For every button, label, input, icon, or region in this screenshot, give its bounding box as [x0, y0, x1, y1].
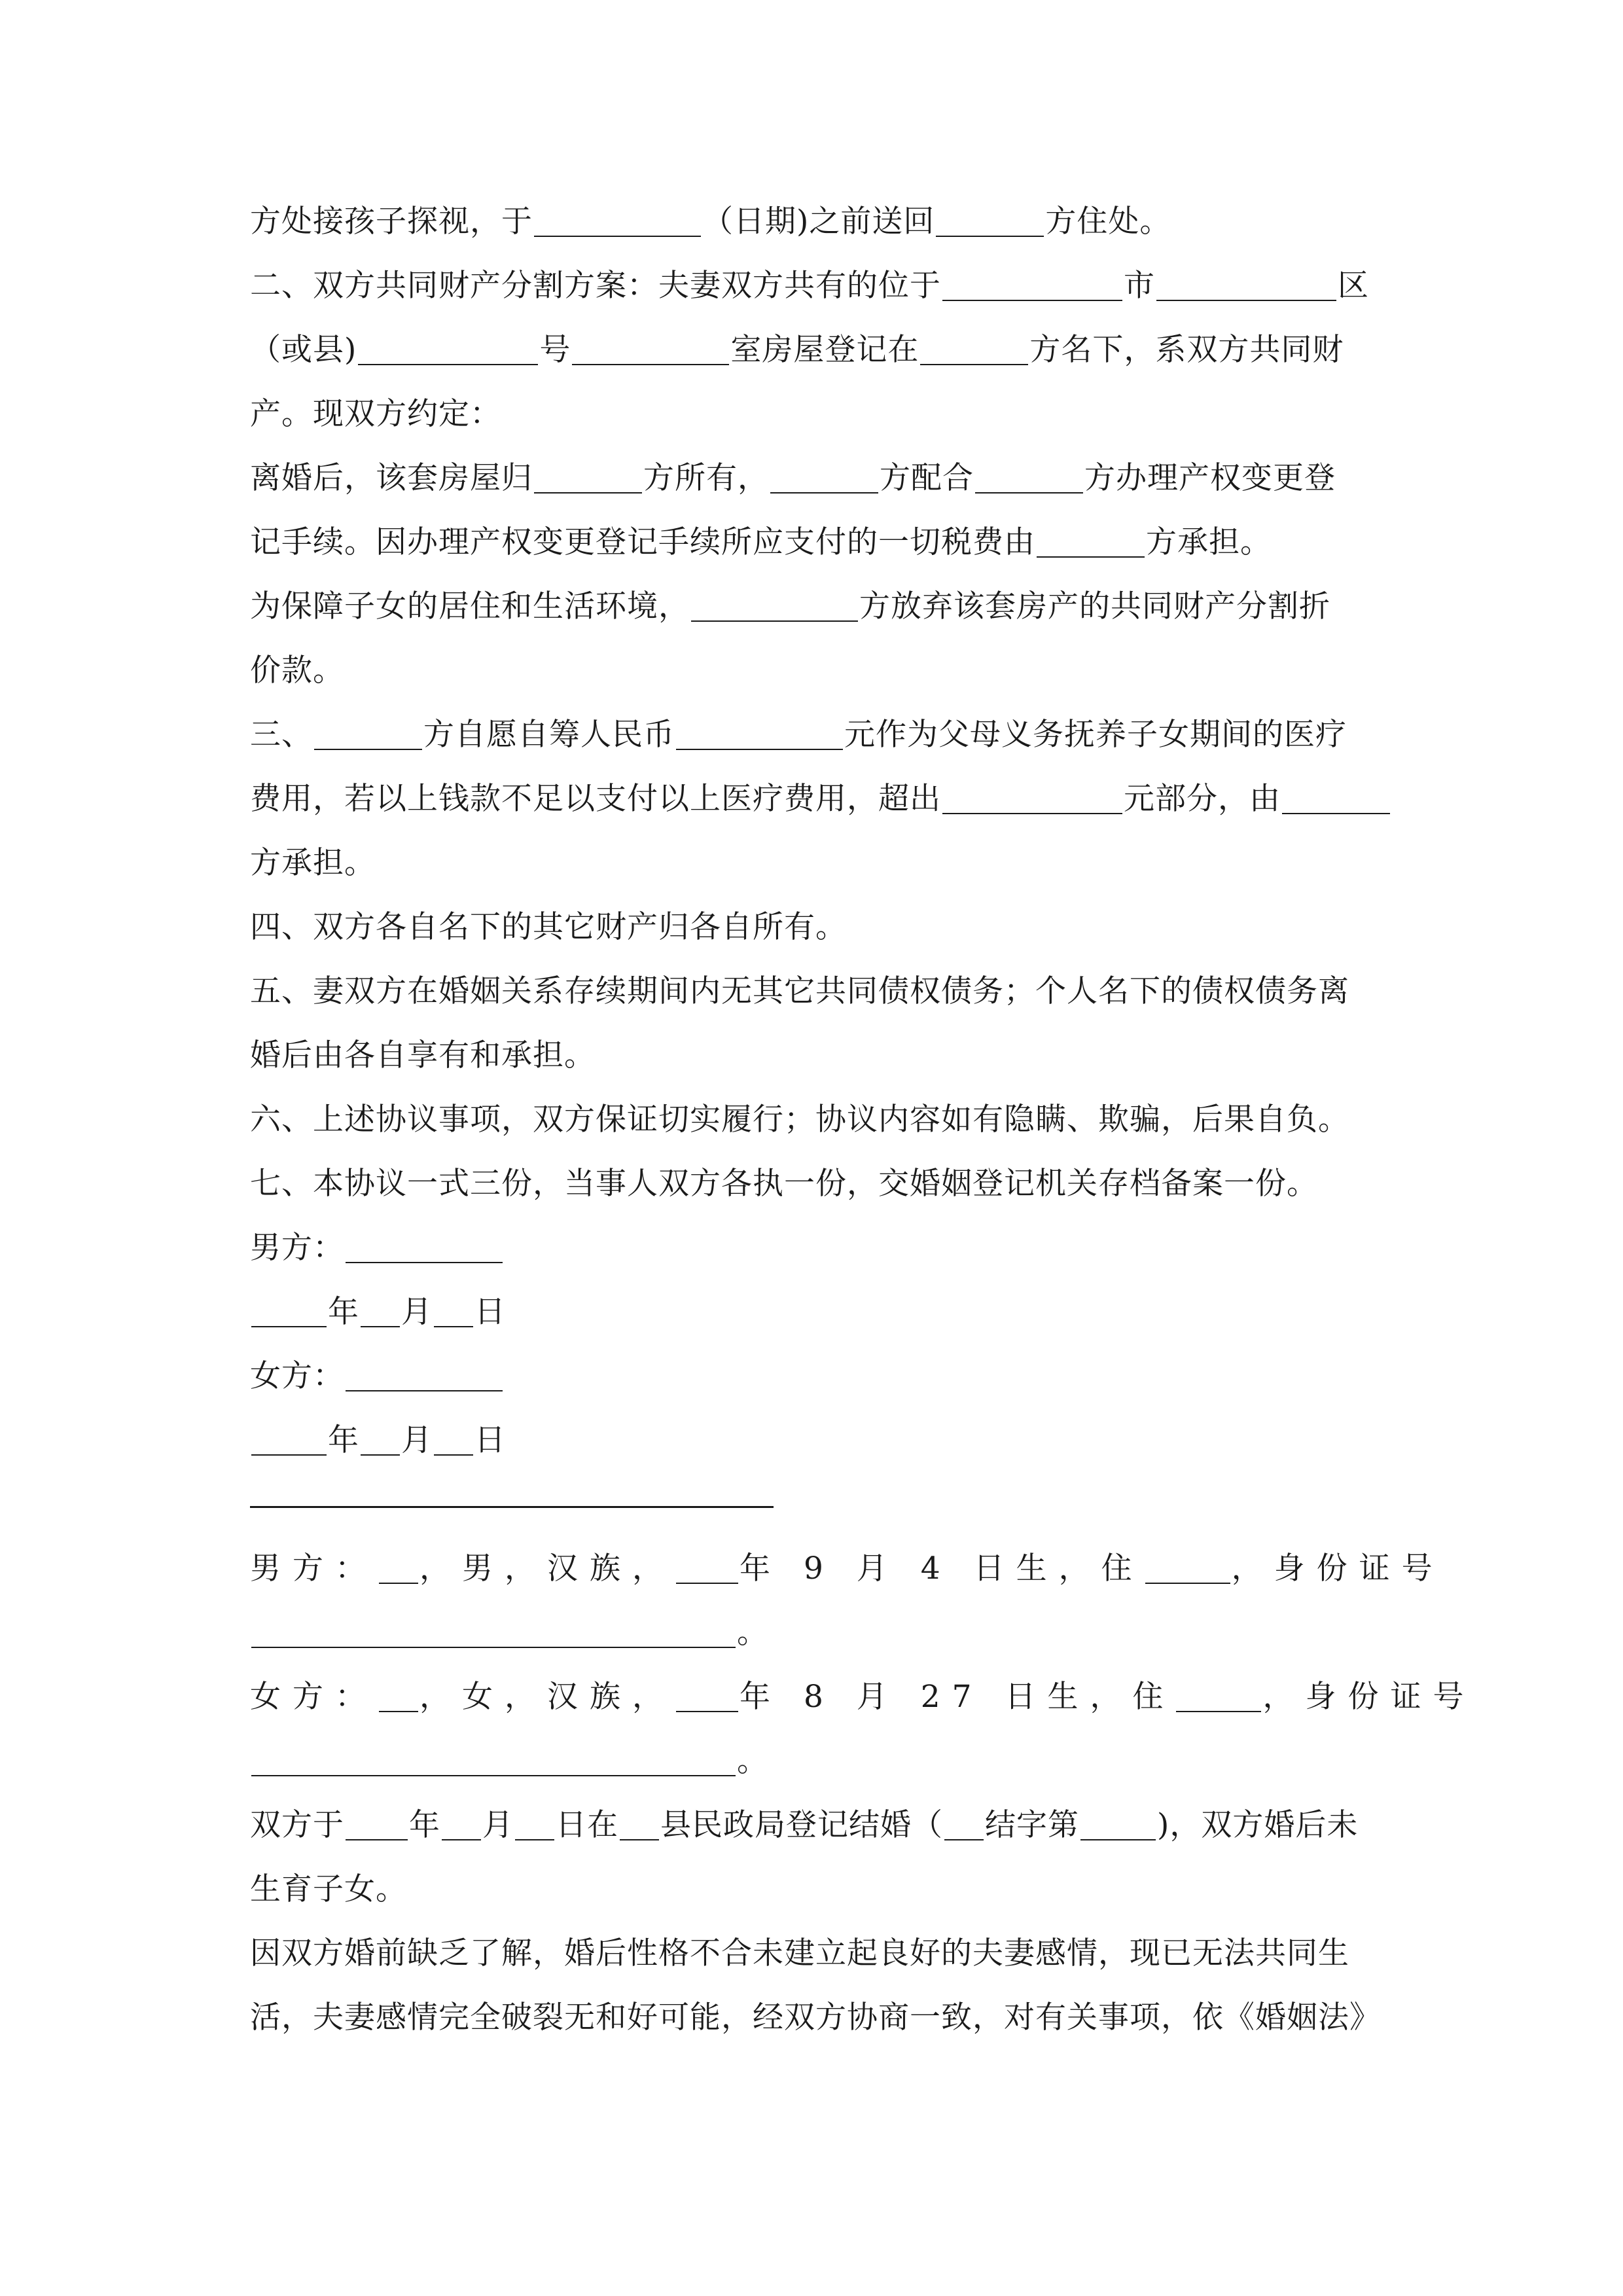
text-line	[250, 831, 1376, 895]
text-segment: （或县)	[250, 332, 357, 368]
text-line	[250, 1537, 1444, 1601]
fill-in-blank	[251, 1775, 736, 1776]
text-segment: 日	[474, 1294, 506, 1330]
text-segment: 方放弃该套房产的共同财产分割折	[859, 588, 1330, 624]
text-segment: 方名下，系双方共同财	[1029, 332, 1344, 368]
text-line	[250, 1024, 1376, 1088]
fill-in-blank	[251, 1454, 327, 1456]
fill-in-blank	[379, 1583, 418, 1584]
fill-in-blank	[1156, 300, 1336, 301]
text-segment: 市	[1124, 268, 1155, 304]
text-segment: 方所有，	[643, 460, 769, 496]
text-segment: 日	[474, 1422, 506, 1458]
text-line	[250, 446, 1376, 511]
text-segment: 日在	[556, 1807, 618, 1843]
text-segment: 三、	[250, 717, 313, 753]
fill-in-blank	[442, 1839, 481, 1840]
text-line	[250, 703, 1376, 767]
text-segment: 年 9 月 4 日生，住	[740, 1551, 1144, 1587]
fill-in-blank	[534, 236, 701, 237]
text-segment: 月	[401, 1294, 433, 1330]
text-segment: 号	[539, 332, 571, 368]
fill-in-blank	[379, 1711, 418, 1712]
text-line	[250, 960, 1376, 1024]
text-line	[250, 1857, 1376, 1922]
fill-in-blank	[936, 236, 1044, 237]
text-segment: ，女，汉族，	[419, 1679, 675, 1715]
text-segment: 活，夫妻感情完全破裂无和好可能，经双方协商一致，对有关事项，依《婚姻法》	[250, 2000, 1381, 2036]
date-line	[250, 1408, 1376, 1473]
fill-in-blank	[944, 1839, 984, 1840]
text-line	[250, 1088, 1376, 1152]
fill-in-blank	[251, 1647, 736, 1648]
text-segment: 方住处。	[1045, 204, 1171, 240]
fill-in-blank	[942, 300, 1122, 301]
fill-in-blank	[572, 364, 729, 365]
fill-in-blank	[920, 364, 1028, 365]
text-line	[250, 190, 1376, 254]
fill-in-blank	[1282, 813, 1390, 814]
fill-in-blank	[361, 1326, 400, 1327]
text-segment: 方承担。	[250, 845, 376, 881]
fill-in-blank	[515, 1839, 554, 1840]
text-segment: 婚后由各自享有和承担。	[250, 1037, 596, 1073]
fill-in-blank	[361, 1454, 400, 1456]
fill-in-blank	[691, 620, 858, 622]
text-segment: ，身份证号	[1231, 1551, 1444, 1587]
text-segment: 年	[409, 1807, 440, 1843]
fill-in-blank	[346, 1390, 503, 1391]
text-segment: )，双方婚后未	[1157, 1807, 1359, 1843]
text-segment: 价款。	[250, 653, 344, 689]
text-line	[250, 318, 1376, 382]
text-line	[250, 639, 1376, 703]
text-line	[250, 1729, 1376, 1793]
text-line	[250, 1922, 1376, 1986]
text-segment: 。	[737, 1743, 768, 1779]
text-segment: 县民政局登记结婚（	[660, 1807, 943, 1843]
text-segment: 离婚后，该套房屋归	[250, 460, 533, 496]
text-segment: 产。现双方约定：	[250, 396, 501, 432]
text-segment: 年	[328, 1422, 359, 1458]
text-segment: 费用，若以上钱款不足以支付以上医疗费用，超出	[250, 781, 941, 817]
fill-in-blank	[676, 749, 843, 750]
text-segment: 月	[401, 1422, 433, 1458]
fill-in-blank	[1176, 1711, 1261, 1712]
fill-in-blank	[358, 364, 538, 365]
text-segment: 女方：	[250, 1679, 378, 1715]
text-segment: 方承担。	[1146, 524, 1272, 560]
text-segment: 方办理产权变更登	[1084, 460, 1336, 496]
text-segment: 五、妻双方在婚姻关系存续期间内无其它共同债权债务；个人名下的债权债务离	[250, 973, 1349, 1009]
fill-in-blank	[1145, 1583, 1230, 1584]
fill-in-blank	[1037, 556, 1145, 558]
text-segment: 年 8 月 27 日生，住	[740, 1679, 1175, 1715]
text-segment: 结字第	[985, 1807, 1079, 1843]
fill-in-blank	[534, 492, 642, 493]
text-segment: 方自愿自筹人民币	[423, 717, 675, 753]
fill-in-blank	[314, 749, 422, 750]
text-segment: 方处接孩子探视，于	[250, 204, 533, 240]
text-segment: 记手续。因办理产权变更登记手续所应支付的一切税费由	[250, 524, 1035, 560]
text-line	[250, 1986, 1381, 2050]
text-segment: （日期)之前送回	[702, 204, 935, 240]
text-segment: 为保障子女的居住和生活环境，	[250, 588, 690, 624]
text-line	[250, 1665, 1476, 1729]
text-segment: 七、本协议一式三份，当事人双方各执一份，交婚姻登记机关存档备案一份。	[250, 1166, 1318, 1202]
fill-in-blank	[346, 1262, 503, 1263]
fill-in-blank	[434, 1326, 473, 1327]
text-line	[250, 1601, 1376, 1665]
fill-in-blank	[1080, 1839, 1156, 1840]
fill-in-blank	[676, 1583, 738, 1584]
fill-in-blank	[975, 492, 1083, 493]
text-segment: 四、双方各自名下的其它财产归各自所有。	[250, 909, 847, 945]
text-line	[250, 1793, 1376, 1857]
text-line	[250, 511, 1376, 575]
text-segment: 方配合	[880, 460, 974, 496]
text-segment: 六、上述协议事项，双方保证切实履行；协议内容如有隐瞒、欺骗，后果自负。	[250, 1102, 1349, 1138]
signature-line-female	[250, 1344, 1376, 1408]
text-line	[250, 254, 1376, 318]
text-line	[250, 1152, 1376, 1216]
divider-rule	[250, 1506, 774, 1508]
fill-in-blank	[942, 813, 1122, 814]
text-segment: 元作为父母义务抚养子女期间的医疗	[844, 717, 1347, 753]
text-segment: 双方于	[250, 1807, 344, 1843]
text-segment: 因双方婚前缺乏了解，婚后性格不合未建立起良好的夫妻感情，现已无法共同生	[250, 1935, 1349, 1971]
text-segment: 女方：	[250, 1358, 344, 1394]
text-segment: 男方：	[250, 1551, 378, 1587]
section-divider	[250, 1473, 1376, 1537]
text-line	[250, 382, 1376, 446]
fill-in-blank	[346, 1839, 408, 1840]
text-segment: 生育子女。	[250, 1871, 407, 1907]
text-segment: 男方：	[250, 1230, 344, 1266]
text-segment: 年	[328, 1294, 359, 1330]
text-segment: 区	[1338, 268, 1369, 304]
fill-in-blank	[620, 1839, 659, 1840]
text-segment: ，身份证号	[1262, 1679, 1476, 1715]
date-line	[250, 1280, 1376, 1344]
text-line	[250, 767, 1376, 831]
fill-in-blank	[251, 1326, 327, 1327]
signature-line-male	[250, 1216, 1376, 1280]
text-segment: 室房屋登记在	[730, 332, 919, 368]
text-segment: 元部分，由	[1124, 781, 1281, 817]
text-segment: ，男，汉族，	[419, 1551, 675, 1587]
text-line	[250, 575, 1376, 639]
text-line	[250, 895, 1376, 960]
text-segment: 。	[737, 1615, 768, 1651]
text-segment: 月	[482, 1807, 514, 1843]
document-body	[250, 190, 1476, 2050]
fill-in-blank	[434, 1454, 473, 1456]
fill-in-blank	[676, 1711, 738, 1712]
fill-in-blank	[770, 492, 878, 493]
text-segment: 二、双方共同财产分割方案：夫妻双方共有的位于	[250, 268, 941, 304]
